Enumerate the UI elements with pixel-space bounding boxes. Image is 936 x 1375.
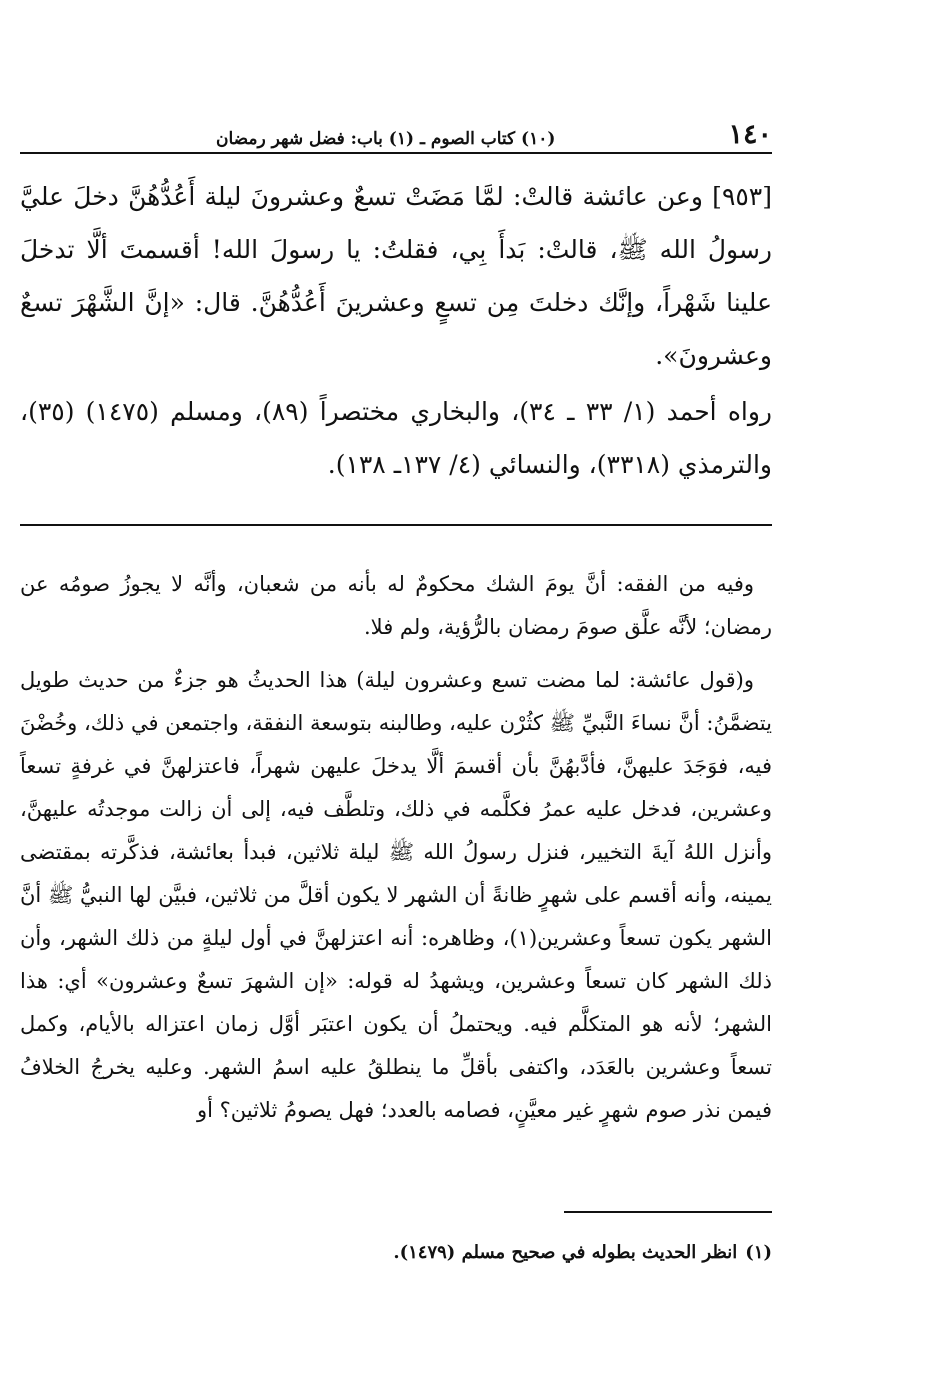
hadith-sources: رواه أحمد (١/ ٣٣ ـ ٣٤)، والبخاري مختصراً (٨٩)، ومسلم (١٤٧٥) (٣٥)، والترمذي (٣٣١٨)، والنسائي (٤/ ١٣٧ـ ١٣٨). bbox=[20, 397, 773, 479]
footnote-number: (١) bbox=[745, 1242, 772, 1263]
page-number: ١٤٠ bbox=[728, 119, 772, 150]
hadith-text: [٩٥٣] وعن عائشة قالتْ: لمَّا مَضَتْ تسعٌ وعشرونَ ليلة أَعُدُّهُنَّ دخلَ عليَّ رسولُ الله ﷺ، قالتْ: بَدأَ بِي، فقلتُ: يا رسولَ الله! أقسمتَ ألَّا تدخلَ علينا شَهْراً، وإنَّك دخلتَ مِن تسعٍ وعشرينَ أَعُدُّهُنَّ. قال: «إنَّ الشَّهْرَ تسعٌ وعشرونَ». bbox=[20, 182, 772, 370]
section-divider bbox=[20, 524, 772, 526]
running-head: (١٠) كتاب الصوم ـ (١) باب: فضل شهر رمضان bbox=[216, 129, 556, 149]
commentary-block bbox=[20, 563, 772, 1132]
commentary-paragraph: وفيه من الفقه: أنَّ يومَ الشك محكومٌ له بأنه من شعبان، وأنَّه لا يجوزُ صومُه عن رمضان؛ لأنَّه علَّق صومَ رمضان بالرُّؤية، ولم فلا. bbox=[20, 572, 772, 639]
hadith-block bbox=[20, 170, 772, 491]
commentary-paragraph: و(قول عائشة: لما مضت تسع وعشرون ليلة) هذا الحديثُ هو جزءٌ من حديث طويل يتضمَّنُ: أنَّ نساءَ النَّبيِّ ﷺ كثُرْن عليه، وطالبنه بتوسعة النفقة، واجتمعن في ذلك، وخُضْنَ فيه، فوَجَدَ عليهنَّ، فأدَّبهُنَّ بأن أقسمَ ألَّا يدخلَ عليهن شهراً، فاعتزلهنَّ في غرفةٍ تسعاً وعشرين، فدخل عليه عمرُ فكلَّمه في ذلك، وتلطَّف فيه، إلى أن زالت موجدتُه عليهنَّ، وأنزل اللهُ آيةَ التخيير، فنزل رسولُ الله ﷺ ليلة ثلاثين، فبدأ بعائشة، فذكَّرته بمقتضى يمينه، وأنه أقسم على شهرٍ ظانةً أن الشهر لا يكون أقلَّ من ثلاثين، فبيَّن لها النبيُّ ﷺ أنَّ الشهر يكون تسعاً وعشرين(١)، وظاهره: أنه اعتزلهنَّ في أول ليلةٍ من ذلك الشهر، وأن ذلك الشهر كان تسعاً وعشرين، ويشهدُ له قوله: «إن الشهرَ تسعٌ وعشرون» أي: هذا الشهر؛ لأنه هو المتكلَّم فيه. ويحتملُ أن يكون اعتبَر أوَّل زمان اعتزاله بالأيام، وكمل تسعاً وعشرين بالعَدَد، واكتفى بأقلِّ ما ينطلقُ عليه اسمُ الشهر. وعليه يخرجُ الخلافُ فيمن نذر صوم شهرٍ غير معيَّنٍ، فصامه بالعدد؛ فهل يصومُ ثلاثين؟ أو bbox=[20, 668, 772, 1122]
page-header bbox=[20, 112, 772, 154]
footnote-text: انظر الحديث بطوله في صحيح مسلم (١٤٧٩). bbox=[393, 1242, 738, 1263]
footnote bbox=[20, 1238, 772, 1268]
footnote-divider bbox=[564, 1211, 772, 1213]
book-page bbox=[20, 0, 772, 1375]
